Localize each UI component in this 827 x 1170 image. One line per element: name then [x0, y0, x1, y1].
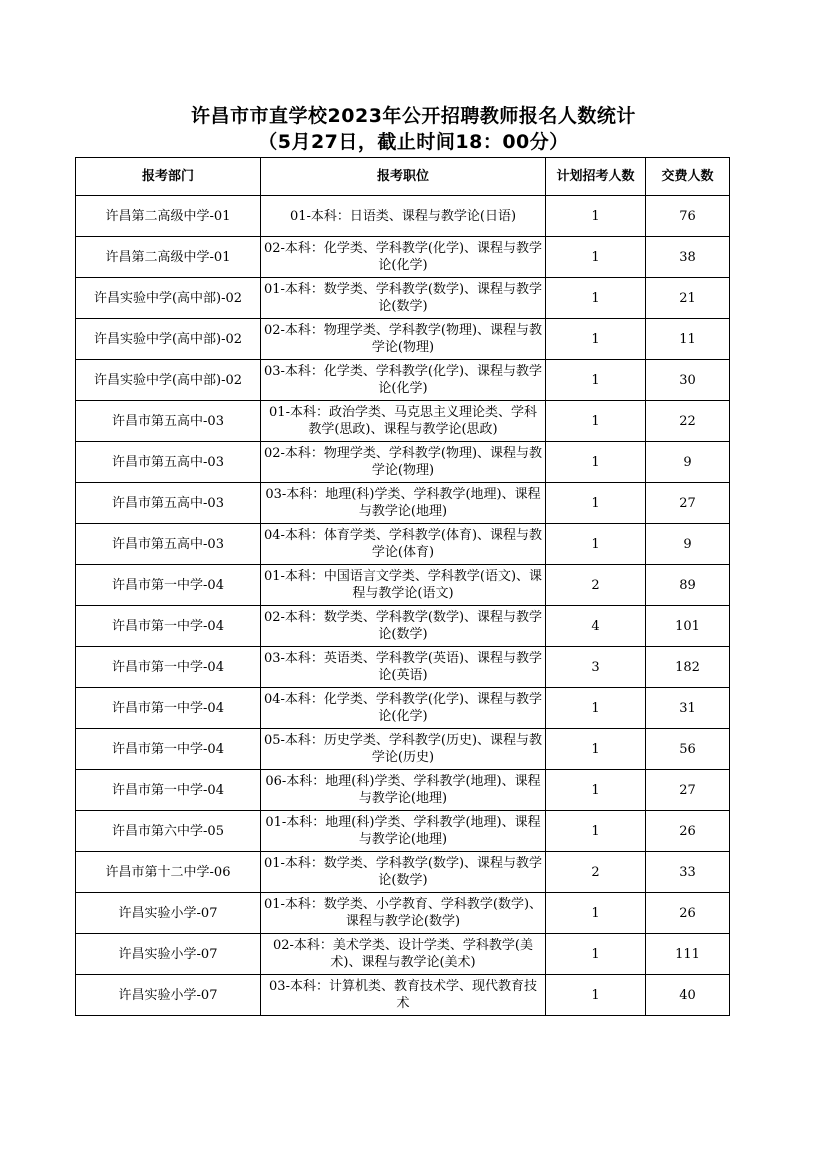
cell-position: 01-本科：日语类、课程与教学论(日语) — [261, 196, 546, 237]
cell-dept: 许昌市第五高中-03 — [76, 524, 261, 565]
cell-planned: 3 — [546, 647, 646, 688]
cell-planned: 2 — [546, 852, 646, 893]
cell-dept: 许昌市第五高中-03 — [76, 483, 261, 524]
cell-dept: 许昌第二高级中学-01 — [76, 196, 261, 237]
table-header-row — [76, 158, 730, 196]
cell-dept: 许昌市第一中学-04 — [76, 770, 261, 811]
cell-paid: 21 — [646, 278, 730, 319]
cell-paid: 26 — [646, 893, 730, 934]
cell-dept: 许昌市第五高中-03 — [76, 442, 261, 483]
cell-position: 02-本科：美术学类、设计学类、学科教学(美术)、课程与教学论(美术) — [261, 934, 546, 975]
cell-dept: 许昌市第一中学-04 — [76, 647, 261, 688]
table-row — [76, 811, 730, 852]
cell-paid: 33 — [646, 852, 730, 893]
cell-planned: 1 — [546, 688, 646, 729]
cell-dept: 许昌市第一中学-04 — [76, 688, 261, 729]
cell-paid: 9 — [646, 524, 730, 565]
table-row — [76, 688, 730, 729]
cell-position: 04-本科：体育学类、学科教学(体育)、课程与教学论(体育) — [261, 524, 546, 565]
cell-paid: 56 — [646, 729, 730, 770]
cell-paid: 101 — [646, 606, 730, 647]
cell-position: 02-本科：物理学类、学科教学(物理)、课程与教学论(物理) — [261, 442, 546, 483]
cell-position: 03-本科：化学类、学科教学(化学)、课程与教学论(化学) — [261, 360, 546, 401]
cell-paid: 89 — [646, 565, 730, 606]
cell-position: 02-本科：物理学类、学科教学(物理)、课程与教学论(物理) — [261, 319, 546, 360]
cell-planned: 1 — [546, 934, 646, 975]
cell-dept: 许昌实验小学-07 — [76, 975, 261, 1016]
cell-paid: 30 — [646, 360, 730, 401]
cell-dept: 许昌市第一中学-04 — [76, 606, 261, 647]
cell-paid: 26 — [646, 811, 730, 852]
cell-planned: 4 — [546, 606, 646, 647]
cell-dept: 许昌实验中学(高中部)-02 — [76, 319, 261, 360]
cell-position: 01-本科：中国语言文学类、学科教学(语文)、课程与教学论(语文) — [261, 565, 546, 606]
table-row — [76, 442, 730, 483]
cell-dept: 许昌实验中学(高中部)-02 — [76, 360, 261, 401]
cell-dept: 许昌实验小学-07 — [76, 934, 261, 975]
cell-position: 01-本科：数学类、学科教学(数学)、课程与教学论(数学) — [261, 852, 546, 893]
cell-position: 03-本科：地理(科)学类、学科教学(地理)、课程与教学论(地理) — [261, 483, 546, 524]
table-row — [76, 401, 730, 442]
table-row — [76, 319, 730, 360]
cell-planned: 1 — [546, 893, 646, 934]
column-header-position: 报考职位 — [261, 158, 546, 196]
cell-position: 06-本科：地理(科)学类、学科教学(地理)、课程与教学论(地理) — [261, 770, 546, 811]
cell-paid: 111 — [646, 934, 730, 975]
table-row — [76, 975, 730, 1016]
cell-paid: 9 — [646, 442, 730, 483]
cell-position: 04-本科：化学类、学科教学(化学)、课程与教学论(化学) — [261, 688, 546, 729]
table-row — [76, 565, 730, 606]
cell-dept: 许昌实验小学-07 — [76, 893, 261, 934]
cell-position: 01-本科：数学类、小学教育、学科教学(数学)、课程与教学论(数学) — [261, 893, 546, 934]
table-row — [76, 606, 730, 647]
column-header-dept: 报考部门 — [76, 158, 261, 196]
table-row — [76, 196, 730, 237]
cell-dept: 许昌市第六中学-05 — [76, 811, 261, 852]
cell-planned: 1 — [546, 442, 646, 483]
cell-dept: 许昌市第一中学-04 — [76, 565, 261, 606]
table-row — [76, 893, 730, 934]
cell-planned: 1 — [546, 319, 646, 360]
table-row — [76, 483, 730, 524]
cell-planned: 2 — [546, 565, 646, 606]
table-row — [76, 934, 730, 975]
cell-position: 03-本科：计算机类、教育技术学、现代教育技术 — [261, 975, 546, 1016]
cell-planned: 1 — [546, 729, 646, 770]
cell-position: 01-本科：数学类、学科教学(数学)、课程与教学论(数学) — [261, 278, 546, 319]
cell-dept: 许昌实验中学(高中部)-02 — [76, 278, 261, 319]
table-row — [76, 360, 730, 401]
cell-paid: 22 — [646, 401, 730, 442]
cell-position: 02-本科：化学类、学科教学(化学)、课程与教学论(化学) — [261, 237, 546, 278]
cell-paid: 27 — [646, 483, 730, 524]
cell-planned: 1 — [546, 196, 646, 237]
cell-dept: 许昌市第十二中学-06 — [76, 852, 261, 893]
cell-paid: 76 — [646, 196, 730, 237]
table-row — [76, 524, 730, 565]
cell-planned: 1 — [546, 770, 646, 811]
page-subtitle: （5月27日，截止时间18：00分） — [258, 131, 569, 153]
cell-planned: 1 — [546, 401, 646, 442]
cell-planned: 1 — [546, 975, 646, 1016]
cell-planned: 1 — [546, 237, 646, 278]
cell-dept: 许昌第二高级中学-01 — [76, 237, 261, 278]
table-row — [76, 647, 730, 688]
table-row — [76, 278, 730, 319]
cell-dept: 许昌市第一中学-04 — [76, 729, 261, 770]
cell-position: 01-本科：政治学类、马克思主义理论类、学科教学(思政)、课程与教学论(思政) — [261, 401, 546, 442]
cell-planned: 1 — [546, 360, 646, 401]
cell-paid: 182 — [646, 647, 730, 688]
cell-planned: 1 — [546, 278, 646, 319]
cell-dept: 许昌市第五高中-03 — [76, 401, 261, 442]
page-title: 许昌市市直学校2023年公开招聘教师报名人数统计 — [191, 105, 636, 127]
table-row — [76, 770, 730, 811]
cell-position: 03-本科：英语类、学科教学(英语)、课程与教学论(英语) — [261, 647, 546, 688]
cell-paid: 27 — [646, 770, 730, 811]
cell-paid: 11 — [646, 319, 730, 360]
cell-planned: 1 — [546, 483, 646, 524]
cell-paid: 40 — [646, 975, 730, 1016]
cell-planned: 1 — [546, 524, 646, 565]
cell-position: 02-本科：数学类、学科教学(数学)、课程与教学论(数学) — [261, 606, 546, 647]
table-row — [76, 729, 730, 770]
column-header-paid: 交费人数 — [646, 158, 730, 196]
cell-position: 01-本科：地理(科)学类、学科教学(地理)、课程与教学论(地理) — [261, 811, 546, 852]
table-body — [76, 196, 730, 1016]
registration-table — [75, 157, 730, 1016]
table-row — [76, 852, 730, 893]
cell-paid: 38 — [646, 237, 730, 278]
cell-paid: 31 — [646, 688, 730, 729]
cell-planned: 1 — [546, 811, 646, 852]
cell-position: 05-本科：历史学类、学科教学(历史)、课程与教学论(历史) — [261, 729, 546, 770]
table-row — [76, 237, 730, 278]
column-header-planned: 计划招考人数 — [546, 158, 646, 196]
